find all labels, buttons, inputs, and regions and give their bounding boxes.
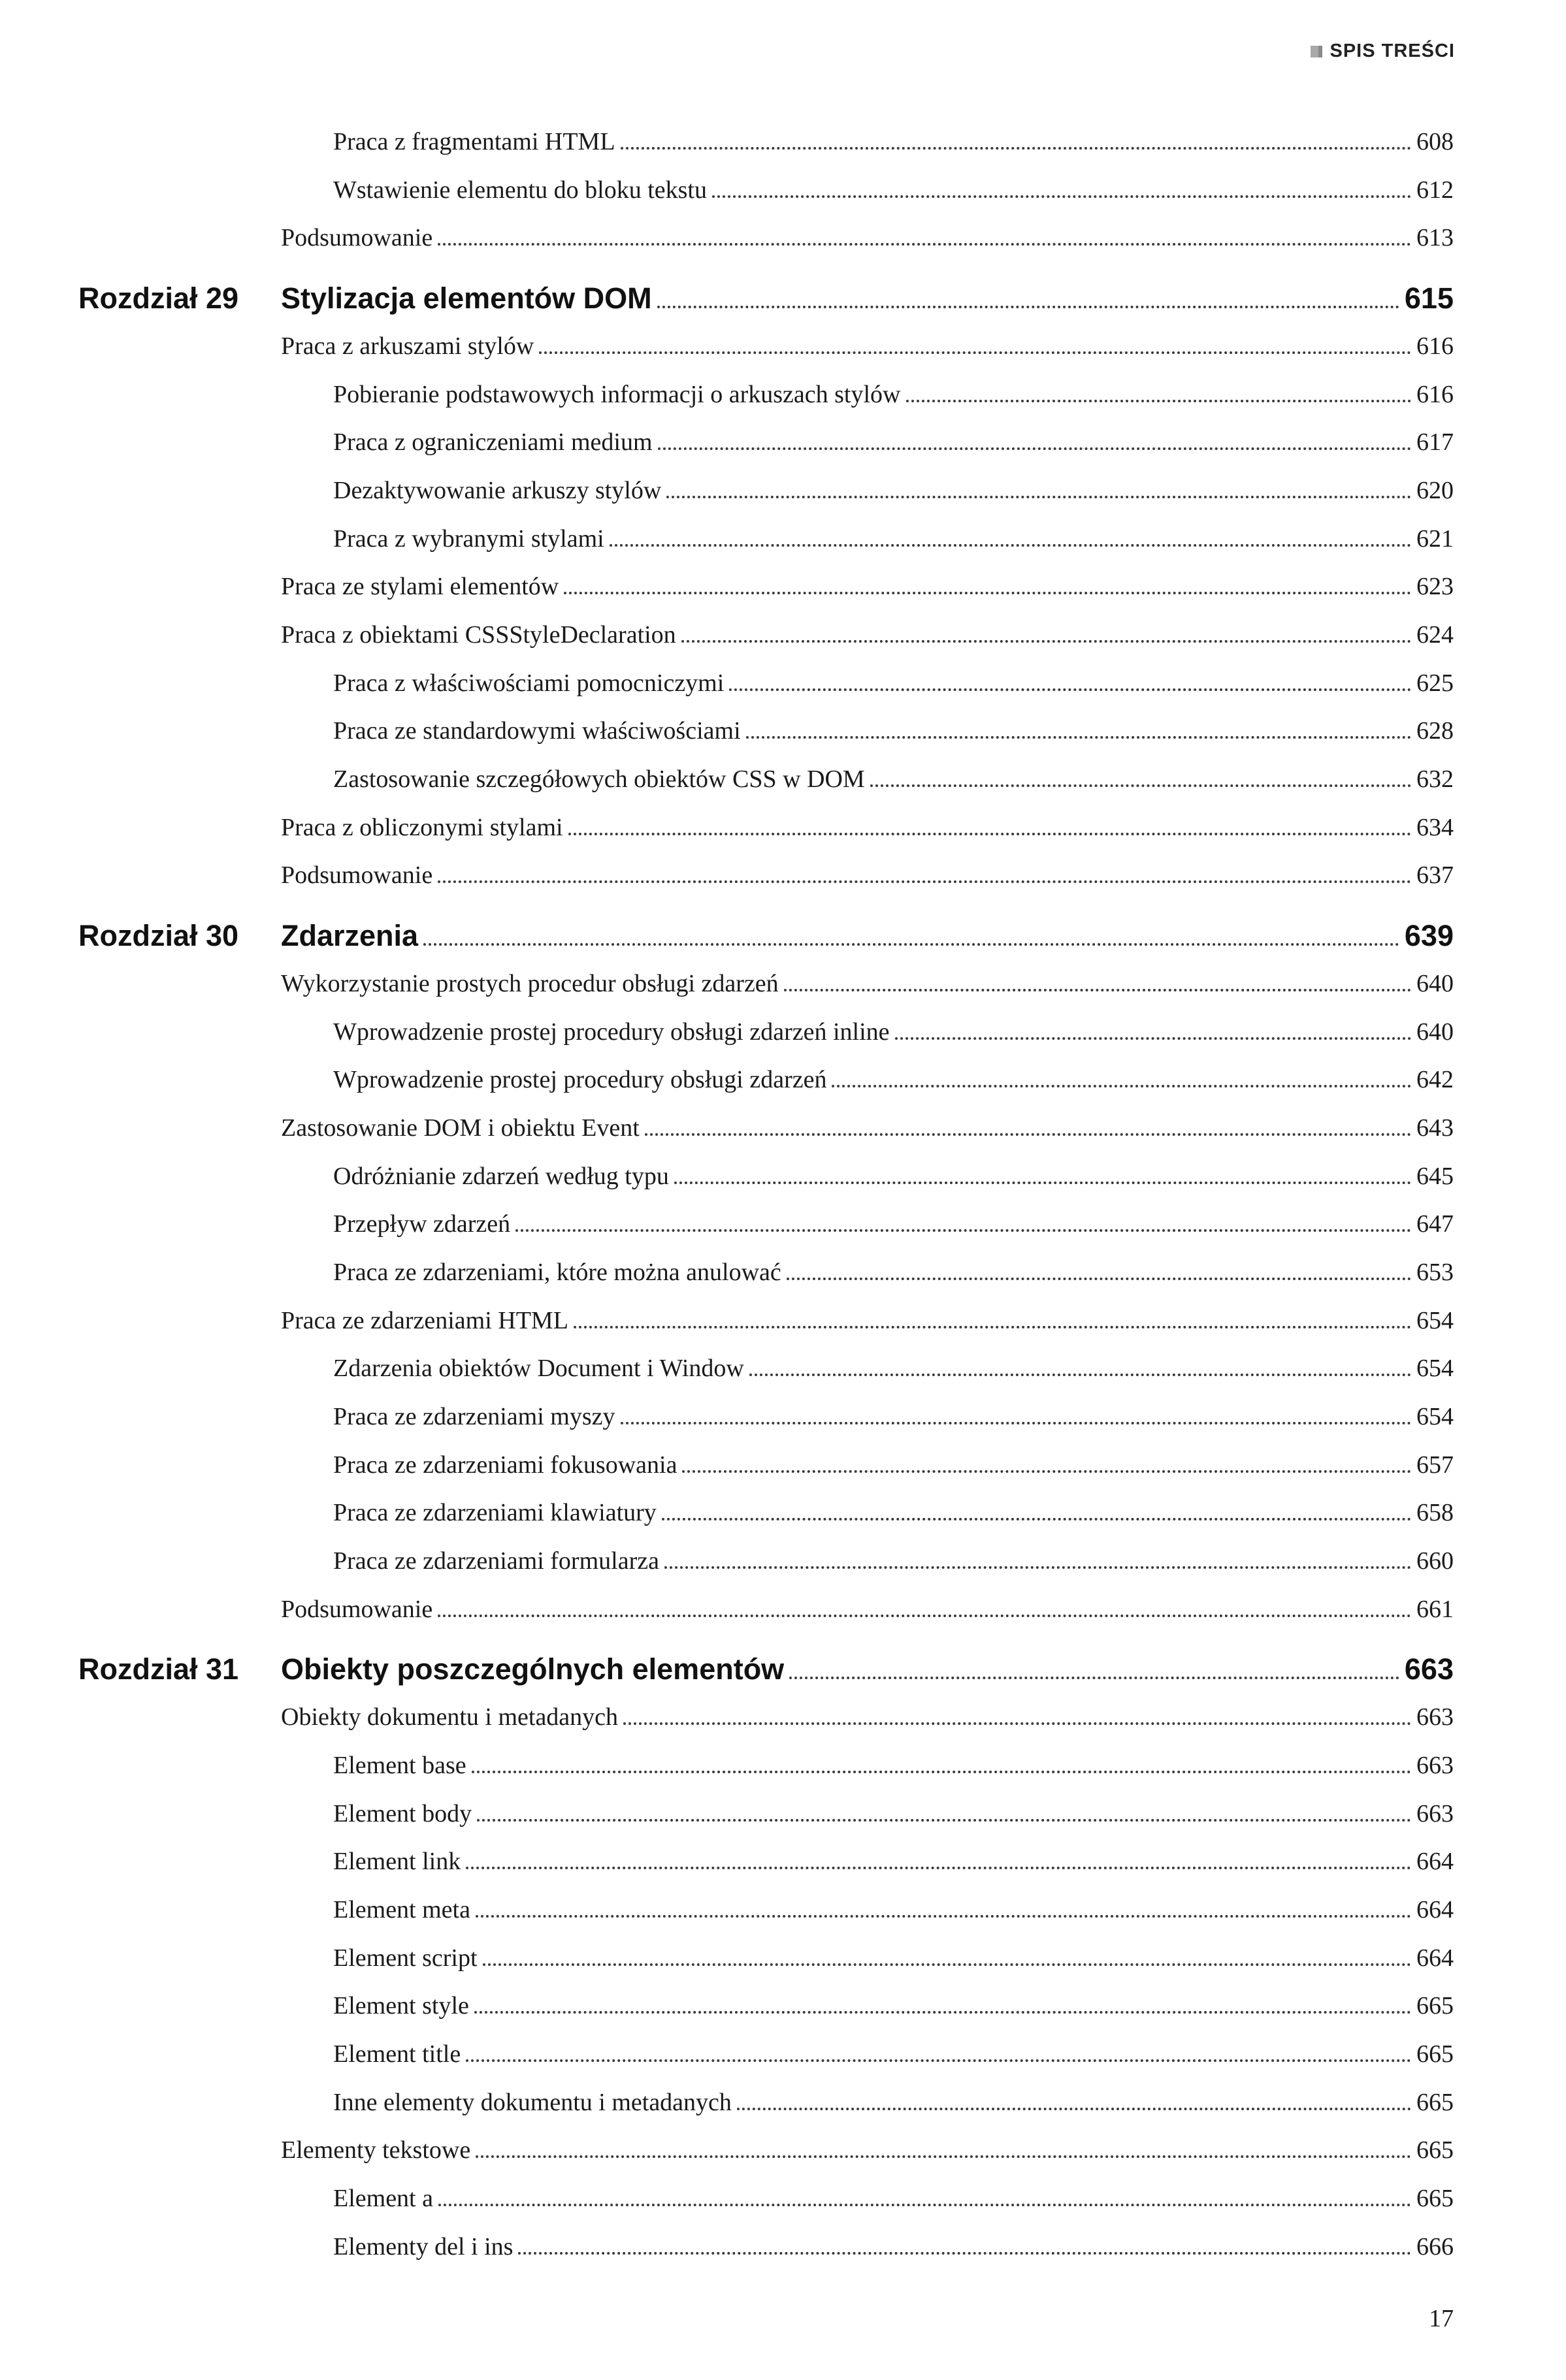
chapter-page-number: 639 — [1404, 919, 1454, 953]
entry-title: Praca ze zdarzeniami fokusowania — [333, 1451, 677, 1479]
dot-leader — [784, 984, 1411, 991]
entry-page-number: 666 — [1416, 2232, 1454, 2260]
entry-page-number: 665 — [1416, 2185, 1454, 2213]
toc-entry — [78, 2136, 1454, 2165]
entry-title: Praca z obiektami CSSStyleDeclaration — [281, 620, 676, 649]
entry-title: Przepływ zdarzeń — [333, 1210, 511, 1238]
toc-entry — [78, 224, 1454, 253]
entry-page-number: 624 — [1416, 620, 1454, 649]
toc-entry — [78, 332, 1454, 361]
entry-page-number: 640 — [1416, 1018, 1454, 1046]
dot-leader — [466, 1862, 1411, 1869]
entry-page-number: 664 — [1416, 1895, 1454, 1923]
toc-entry — [78, 1066, 1454, 1095]
toc-entry — [78, 1752, 1454, 1780]
entry-title: Element base — [333, 1751, 466, 1779]
toc-entry — [78, 970, 1454, 999]
entry-page-number: 642 — [1416, 1066, 1454, 1094]
entry-title: Praca ze zdarzeniami klawiatury — [333, 1499, 657, 1527]
entry-title: Praca ze zdarzeniami myszy — [333, 1403, 615, 1430]
toc-entry — [78, 669, 1454, 698]
toc-entry — [78, 2233, 1454, 2262]
entry-page-number: 623 — [1416, 573, 1454, 601]
entry-page-number: 620 — [1416, 476, 1454, 504]
dot-leader — [438, 2199, 1411, 2206]
toc-entry — [78, 1944, 1454, 1973]
chapter-title: Stylizacja elementów DOM — [281, 281, 652, 315]
toc-entry — [78, 2185, 1454, 2213]
entry-page-number: 653 — [1416, 1258, 1454, 1286]
dot-leader — [712, 191, 1411, 198]
entry-title: Wykorzystanie prostych procedur obsługi zdarzeń — [281, 969, 779, 997]
entry-title: Zastosowanie szczegółowych obiektów CSS w DOM — [333, 765, 865, 793]
dot-leader — [749, 1369, 1411, 1376]
entry-title: Element title — [333, 2040, 461, 2068]
dot-leader — [539, 347, 1411, 354]
entry-page-number: 621 — [1416, 524, 1454, 553]
dot-leader — [474, 2006, 1411, 2014]
dot-leader — [476, 2151, 1411, 2158]
entry-page-number: 640 — [1416, 969, 1454, 997]
dot-leader — [466, 2055, 1411, 2062]
toc-entry — [78, 1848, 1454, 1876]
entry-page-number: 663 — [1416, 1751, 1454, 1779]
toc-entry — [78, 1114, 1454, 1143]
entry-page-number: 665 — [1416, 2136, 1454, 2164]
chapter-number: Rozdział 31 — [78, 1652, 239, 1686]
entry-page-number: 616 — [1416, 332, 1454, 360]
toc-entry — [78, 1896, 1454, 1925]
entry-title: Dezaktywowanie arkuszy stylów — [333, 476, 662, 504]
dot-leader — [681, 635, 1411, 643]
dot-leader — [787, 1273, 1411, 1280]
toc-entry — [78, 176, 1454, 205]
dot-leader — [737, 2103, 1411, 2110]
dot-leader — [664, 1562, 1411, 1569]
dot-leader — [657, 300, 1399, 308]
entry-page-number: 664 — [1416, 1848, 1454, 1876]
entry-page-number: 634 — [1416, 813, 1454, 841]
entry-page-number: 632 — [1416, 765, 1454, 793]
dot-leader — [789, 1671, 1399, 1679]
toc-entry — [78, 1800, 1454, 1829]
dot-leader — [906, 395, 1412, 402]
dot-leader — [895, 1033, 1411, 1040]
entry-page-number: 625 — [1416, 669, 1454, 697]
toc-entry — [78, 1210, 1454, 1239]
list-square-icon — [1311, 46, 1322, 57]
toc-entry — [78, 717, 1454, 746]
entry-title: Praca ze zdarzeniami, które można anulować — [333, 1258, 781, 1286]
entry-title: Obiekty dokumentu i metadanych — [281, 1703, 619, 1731]
entry-page-number: 663 — [1416, 1703, 1454, 1731]
dot-leader — [623, 1718, 1411, 1725]
dot-leader — [658, 443, 1411, 450]
entry-title: Wstawienie elementu do bloku tekstu — [333, 176, 707, 204]
dot-leader — [518, 2247, 1411, 2255]
toc-entry — [78, 1163, 1454, 1191]
entry-title: Inne elementy dokumentu i metadanych — [333, 2088, 732, 2116]
toc-entry — [78, 765, 1454, 794]
entry-title: Wprowadzenie prostej procedury obsługi zdarzeń — [333, 1066, 827, 1094]
toc-entry — [78, 1018, 1454, 1047]
entry-page-number: 637 — [1416, 861, 1454, 890]
entry-title: Element meta — [333, 1895, 470, 1923]
chapter-title: Obiekty poszczególnych elementów — [281, 1652, 785, 1686]
entry-title: Praca z obliczonymi stylami — [281, 813, 563, 841]
table-of-contents — [78, 128, 1454, 2281]
entry-title: Zastosowanie DOM i obiektu Event — [281, 1114, 640, 1142]
toc-entry — [78, 573, 1454, 602]
entry-page-number: 654 — [1416, 1403, 1454, 1430]
toc-header-label: SPIS TREŚCI — [1329, 40, 1455, 61]
toc-entry — [78, 1403, 1454, 1432]
entry-page-number: 645 — [1416, 1162, 1454, 1190]
chapter-number: Rozdział 30 — [78, 919, 239, 953]
entry-title: Praca z fragmentami HTML — [333, 128, 615, 155]
entry-title: Praca ze stylami elementów — [281, 573, 559, 601]
entry-title: Praca ze standardowymi właściwościami — [333, 717, 741, 745]
entry-page-number: 665 — [1416, 2088, 1454, 2116]
entry-title: Praca z właściwościami pomocniczymi — [333, 669, 725, 697]
toc-entry — [78, 381, 1454, 410]
toc-entry — [78, 1547, 1454, 1576]
entry-title: Elementy tekstowe — [281, 2136, 471, 2164]
entry-title: Odróżnianie zdarzeń według typu — [333, 1162, 669, 1190]
chapter-page-number: 663 — [1404, 1652, 1454, 1686]
chapter-heading — [78, 919, 1454, 953]
dot-leader — [483, 1959, 1411, 1966]
entry-page-number: 647 — [1416, 1210, 1454, 1238]
entry-page-number: 665 — [1416, 2040, 1454, 2068]
dot-leader — [870, 780, 1411, 787]
dot-leader — [729, 684, 1411, 691]
entry-page-number: 664 — [1416, 1944, 1454, 1972]
toc-entry — [78, 1451, 1454, 1480]
chapter-heading — [78, 1652, 1454, 1686]
toc-entry — [78, 1355, 1454, 1383]
entry-page-number: 658 — [1416, 1499, 1454, 1527]
toc-entry — [78, 477, 1454, 506]
chapter-number: Rozdział 29 — [78, 281, 239, 315]
page-header — [1311, 40, 1456, 62]
toc-entry — [78, 2040, 1454, 2069]
entry-page-number: 657 — [1416, 1451, 1454, 1479]
toc-entry — [78, 2089, 1454, 2117]
dot-leader — [438, 238, 1411, 246]
entry-page-number: 665 — [1416, 1992, 1454, 2020]
dot-leader — [621, 142, 1411, 150]
entry-title: Wprowadzenie prostej procedury obsługi zdarzeń inline — [333, 1018, 890, 1046]
dot-leader — [682, 1466, 1411, 1473]
entry-page-number: 661 — [1416, 1595, 1454, 1623]
dot-leader — [621, 1417, 1412, 1424]
entry-title: Praca ze zdarzeniami HTML — [281, 1306, 568, 1334]
page-number: 17 — [1429, 2305, 1454, 2332]
entry-page-number: 628 — [1416, 717, 1454, 745]
toc-entry — [78, 1259, 1454, 1287]
entry-page-number: 654 — [1416, 1355, 1454, 1383]
toc-entry — [78, 1596, 1454, 1624]
dot-leader — [574, 1321, 1411, 1328]
dot-leader — [564, 587, 1411, 594]
entry-page-number: 616 — [1416, 380, 1454, 408]
toc-entry — [78, 814, 1454, 843]
dot-leader — [476, 1910, 1411, 1918]
chapter-title: Zdarzenia — [281, 919, 419, 953]
dot-leader — [666, 491, 1411, 498]
entry-page-number: 612 — [1416, 176, 1454, 204]
entry-title: Pobieranie podstawowych informacji o arkuszach stylów — [333, 380, 901, 408]
dot-leader — [515, 1225, 1411, 1232]
dot-leader — [438, 876, 1411, 883]
toc-entry — [78, 128, 1454, 157]
entry-page-number: 613 — [1416, 224, 1454, 252]
dot-leader — [662, 1513, 1411, 1520]
entry-title: Zdarzenia obiektów Document i Window — [333, 1355, 744, 1383]
entry-title: Element body — [333, 1799, 472, 1827]
entry-title: Praca z ograniczeniami medium — [333, 428, 653, 457]
chapter-heading — [78, 281, 1454, 315]
entry-title: Praca z arkuszami stylów — [281, 332, 534, 360]
entry-page-number: 608 — [1416, 128, 1454, 155]
dot-leader — [472, 1766, 1411, 1773]
toc-entry — [78, 1307, 1454, 1336]
toc-entry — [78, 861, 1454, 890]
toc-entry — [78, 428, 1454, 457]
toc-entry — [78, 1992, 1454, 2021]
entry-title: Podsumowanie — [281, 1595, 433, 1623]
dot-leader — [423, 938, 1399, 946]
dot-leader — [438, 1610, 1411, 1617]
entry-title: Praca ze zdarzeniami formularza — [333, 1547, 659, 1575]
entry-page-number: 617 — [1416, 428, 1454, 457]
chapter-page-number: 615 — [1404, 281, 1454, 315]
dot-leader — [832, 1080, 1411, 1087]
entry-page-number: 654 — [1416, 1306, 1454, 1334]
entry-page-number: 663 — [1416, 1799, 1454, 1827]
entry-title: Element script — [333, 1944, 478, 1972]
toc-entry — [78, 1703, 1454, 1732]
entry-title: Element style — [333, 1992, 469, 2020]
entry-title: Element a — [333, 2185, 433, 2213]
dot-leader — [610, 539, 1411, 547]
entry-title: Elementy del i ins — [333, 2232, 514, 2260]
toc-entry — [78, 1499, 1454, 1528]
dot-leader — [645, 1129, 1411, 1136]
entry-title: Element link — [333, 1848, 461, 1876]
toc-entry — [78, 621, 1454, 650]
entry-title: Praca z wybranymi stylami — [333, 524, 604, 553]
page-footer — [1429, 2304, 1454, 2333]
dot-leader — [477, 1814, 1411, 1822]
entry-title: Podsumowanie — [281, 224, 433, 252]
dot-leader — [674, 1177, 1411, 1184]
entry-page-number: 660 — [1416, 1547, 1454, 1575]
dot-leader — [746, 732, 1411, 739]
entry-page-number: 643 — [1416, 1114, 1454, 1142]
dot-leader — [568, 828, 1411, 835]
toc-entry — [78, 525, 1454, 554]
entry-title: Podsumowanie — [281, 861, 433, 890]
